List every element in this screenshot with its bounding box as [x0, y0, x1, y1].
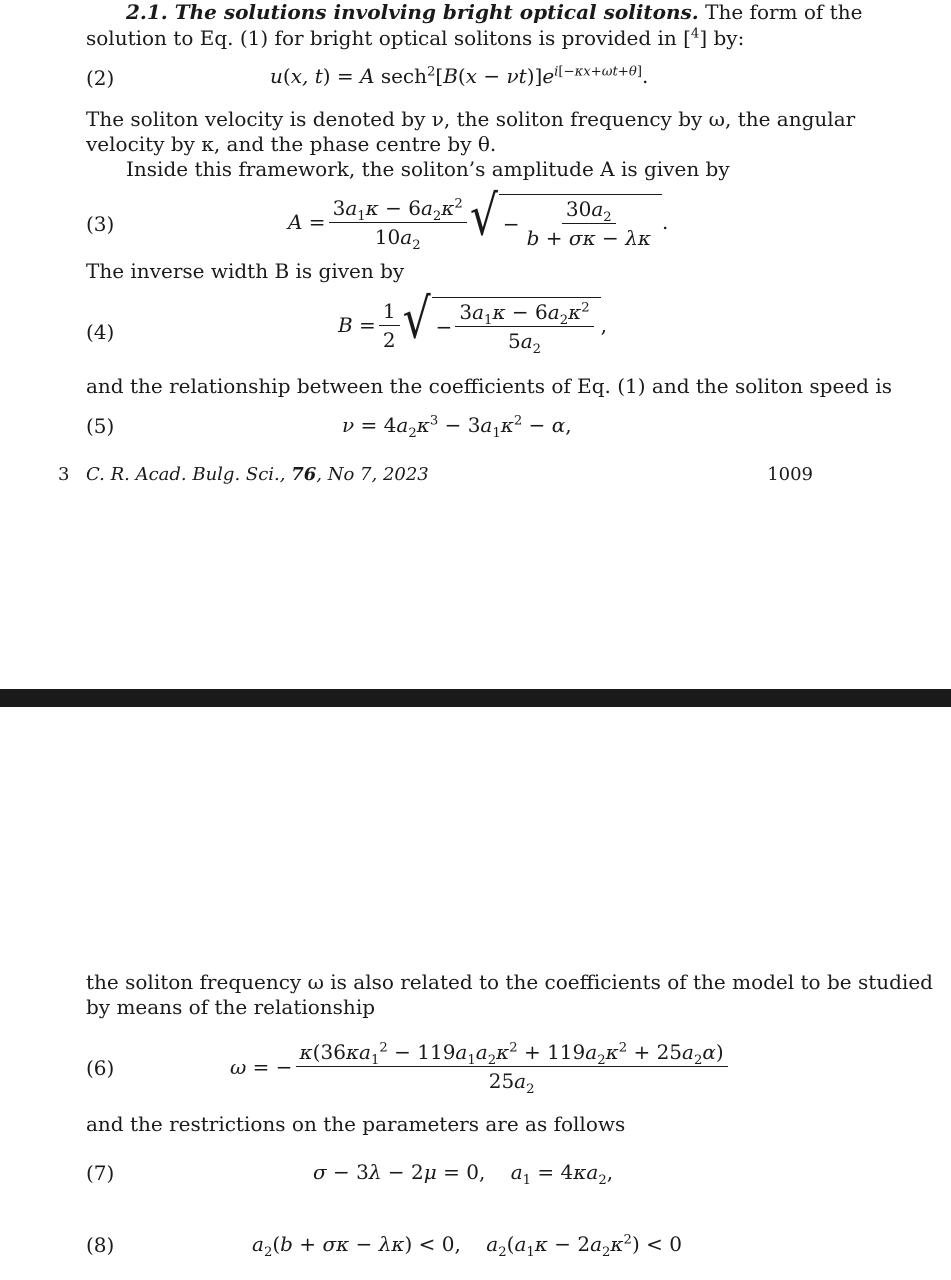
equation-2: u(x, t) = A $\sec h^2[B(x - \nu t)]e^{i[-\kappa x+\omega t+\theta]}$. [270, 64, 649, 88]
equation-number-4: (4) [86, 320, 115, 344]
footer-page-number: 1009 [767, 464, 813, 485]
equation-number-5: (5) [86, 414, 115, 438]
velocity-text-1: The soliton velocity is denoted by ν, the soliton frequency by ω, the angular [86, 107, 856, 131]
equation-6: ω = − $\frac{\kappa(36\kappa a_1^2 - 119a_1a_2\kappa^2 + 119a_2\kappa^2 + 25a_2\alpha)}{25a_2}$ [230, 1040, 731, 1093]
page-divider [0, 689, 951, 707]
journal-issue: , No 7, 2023 [316, 464, 429, 485]
journal-name: C. R. Acad. Bulg. Sci., [86, 464, 292, 485]
frequency-text-1: the soliton frequency ω is also related to the coefficients of the model to be studied [86, 970, 933, 994]
journal-volume: 76 [291, 464, 317, 485]
width-text: The inverse width B is given by [86, 259, 405, 283]
equation-3: A = $\frac{3a_1\kappa - 6a_2\kappa^2}{10a_2}$ √ − $\frac{30a_2}{b + \sigma\kappa - \lambda\kappa}$ . [288, 184, 669, 253]
reference-number[interactable]: 4 [690, 26, 700, 42]
speed-text: and the relationship between the coefficients of Eq. (1) and the soliton speed is [86, 374, 892, 398]
equation-8: $a_2(b + \sigma\kappa - \lambda\kappa) < 0$, $a_2(a_1\kappa - 2a_2\kappa^2) < 0$ [252, 1232, 682, 1260]
equation-5: $\nu = 4a_2\kappa^3 - 3a_1\kappa^2 - \alpha$, [342, 413, 572, 441]
equation-number-7: (7) [86, 1161, 115, 1185]
footer-page-index: 3 [58, 464, 70, 485]
velocity-text-2: velocity by κ, and the phase centre by θ. [86, 132, 497, 156]
equation-7: σ − 3λ − 2μ = 0, $a_1 = 4\kappa a_2$, [313, 1160, 614, 1188]
equation-4: B = $\frac{1}{2}$ √ − $\frac{3a_1\kappa - 6a_2\kappa^2}{5a_2}$ , [338, 287, 607, 357]
intro-text: The form of the [705, 0, 863, 24]
intro-line-b: ] by: [699, 26, 745, 50]
equation-number-8: (8) [86, 1233, 115, 1257]
intro-line-a: solution to Eq. (1) for bright optical solitons is provided in [ [86, 26, 691, 50]
equation-number-6: (6) [86, 1056, 115, 1080]
equation-number-2: (2) [86, 66, 115, 90]
section-heading: 2.1. The solutions involving bright optical solitons. [126, 0, 699, 24]
equation-number-3: (3) [86, 212, 115, 236]
restrictions-text: and the restrictions on the parameters are as follows [86, 1112, 626, 1136]
amplitude-text: Inside this framework, the soliton’s amplitude A is given by [126, 157, 730, 181]
footer-journal [86, 464, 429, 485]
intro-line [86, 26, 744, 50]
frequency-text-2: by means of the relationship [86, 995, 376, 1019]
section-heading-line [126, 0, 862, 24]
